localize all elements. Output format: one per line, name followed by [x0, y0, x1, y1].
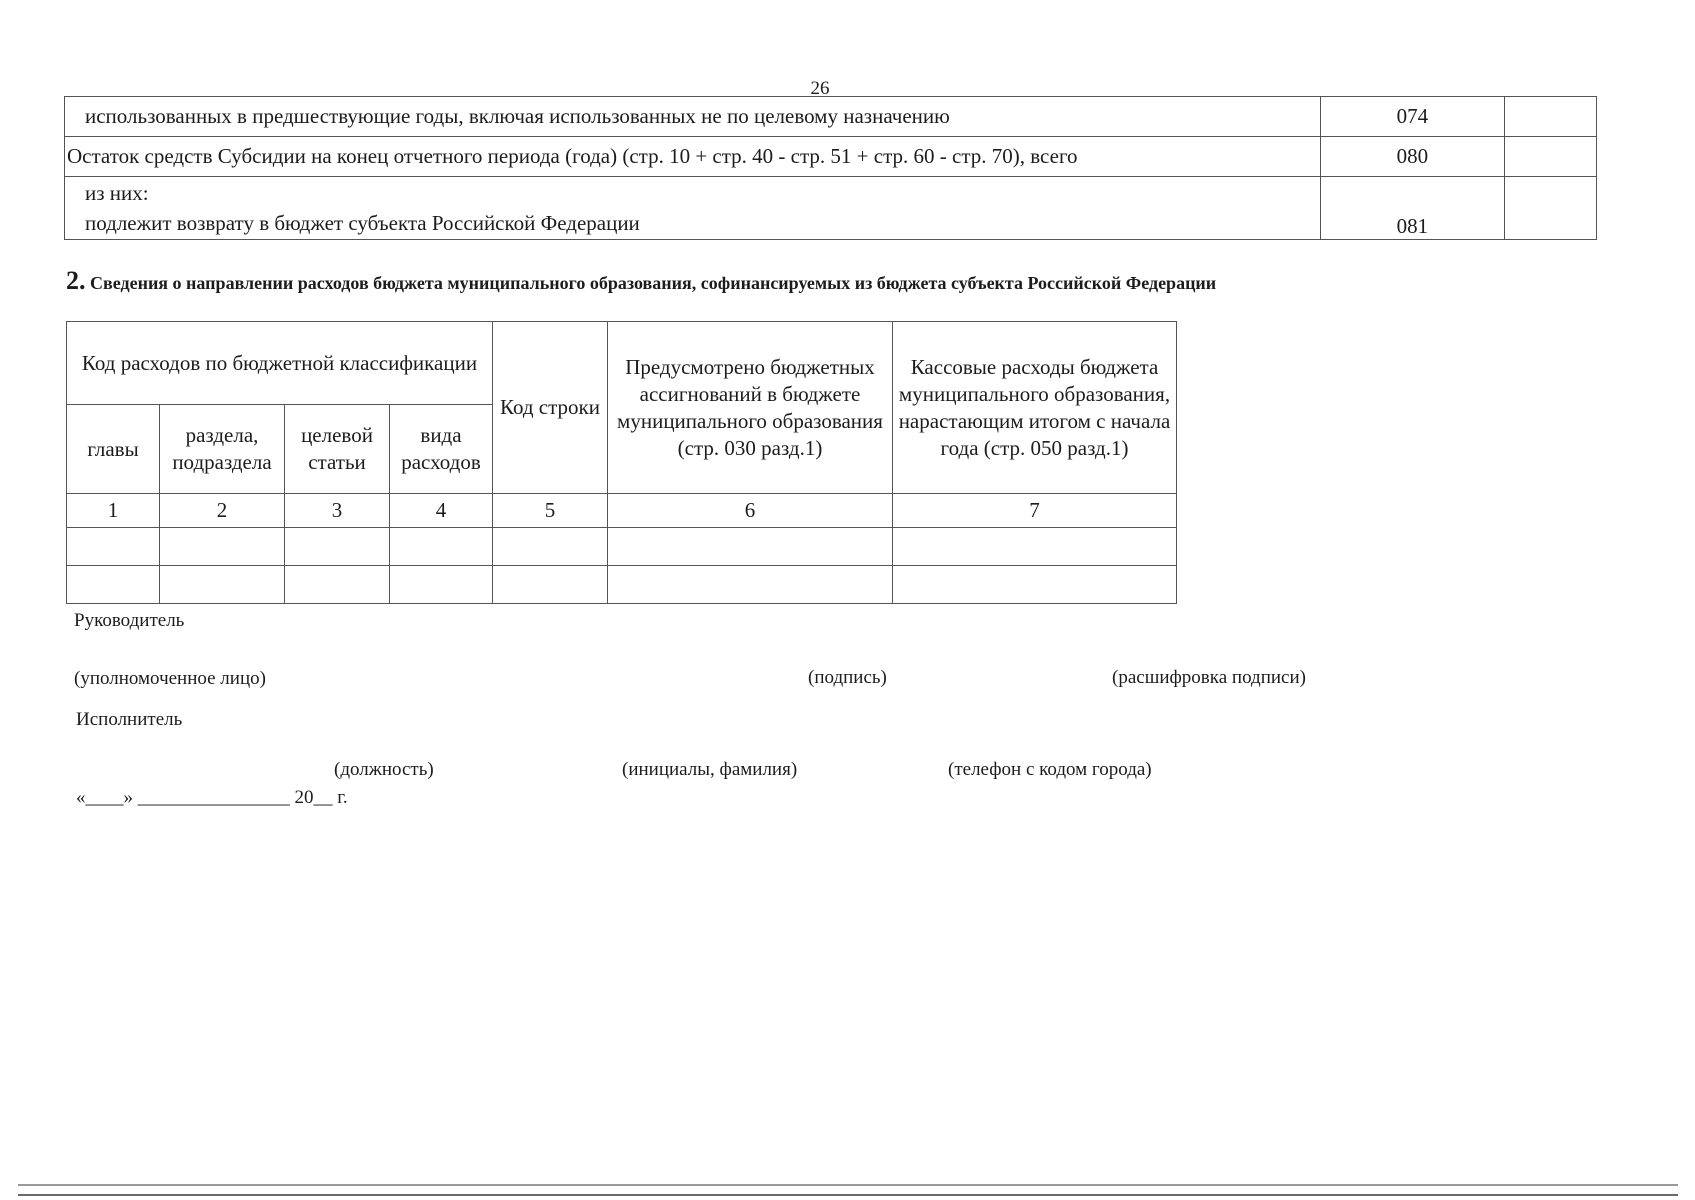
column-number: 1	[67, 494, 160, 528]
header-planned: Предусмотрено бюджетных ассигнований в бюджете муниципального образования (стр. 030 разд.1)	[608, 322, 893, 494]
executor-label: Исполнитель	[76, 709, 183, 730]
row-value	[1504, 177, 1596, 240]
head-label: Руководитель	[74, 610, 185, 631]
phone-caption: (телефон с кодом города)	[948, 759, 1152, 780]
signature-decoding-caption: (расшифровка подписи)	[1112, 667, 1306, 688]
signature-caption: (подпись)	[808, 667, 887, 688]
section-title	[66, 266, 1216, 296]
header-chapter: главы	[67, 405, 160, 494]
column-number: 5	[493, 494, 608, 528]
section-number: 2.	[66, 266, 86, 295]
table-cell	[160, 566, 285, 604]
row-description	[65, 177, 1321, 240]
table-cell	[390, 566, 493, 604]
column-number: 4	[390, 494, 493, 528]
row-description-line1: из них:	[85, 181, 149, 205]
row-description-line2: подлежит возврату в бюджет субъекта Российской Федерации	[85, 211, 640, 235]
header-row	[67, 322, 1177, 405]
header-cash-expenses: Кассовые расходы бюджета муниципального образования, нарастающим итогом с начала года (стр. 050 разд.1)	[893, 322, 1177, 494]
row-code: 074	[1320, 97, 1504, 137]
row-value	[1504, 137, 1596, 177]
row-description: Остаток средств Субсидии на конец отчетного периода (года) (стр. 10 + стр. 40 - стр. 51 + стр. 60 - стр. 70), всего	[65, 137, 1321, 177]
table-cell	[285, 528, 390, 566]
table-cell	[390, 528, 493, 566]
table-cell	[285, 566, 390, 604]
table-row	[67, 528, 1177, 566]
row-description: использованных в предшествующие годы, включая использованных не по целевому назначению	[65, 97, 1321, 137]
expenses-table	[66, 321, 1177, 604]
table-cell	[67, 566, 160, 604]
row-value	[1504, 97, 1596, 137]
initials-caption: (инициалы, фамилия)	[622, 759, 798, 780]
header-expense-type: вида расходов	[390, 405, 493, 494]
authorized-person-caption: (уполномоченное лицо)	[74, 668, 266, 689]
row-code: 081	[1320, 177, 1504, 240]
table-row	[65, 97, 1597, 137]
position-caption: (должность)	[334, 759, 434, 780]
table-cell	[893, 528, 1177, 566]
column-number: 3	[285, 494, 390, 528]
table-cell	[493, 528, 608, 566]
page-number: 26	[810, 78, 830, 99]
table-row	[67, 566, 1177, 604]
table-cell	[893, 566, 1177, 604]
scan-border-line	[18, 1194, 1678, 1196]
column-number: 2	[160, 494, 285, 528]
column-number: 7	[893, 494, 1177, 528]
table-cell	[493, 566, 608, 604]
top-continuation-table	[64, 96, 1597, 240]
header-target-item: целевой статьи	[285, 405, 390, 494]
header-budget-classification: Код расходов по бюджетной классификации	[67, 322, 493, 405]
header-section: раздела, подраздела	[160, 405, 285, 494]
column-number: 6	[608, 494, 893, 528]
column-number-row	[67, 494, 1177, 528]
table-cell	[67, 528, 160, 566]
table-cell	[608, 528, 893, 566]
header-line-code: Код строки	[493, 322, 608, 494]
table-cell	[608, 566, 893, 604]
date-line: «____» ________________ 20__ г.	[76, 787, 348, 808]
table-row	[65, 137, 1597, 177]
scan-border-line	[18, 1184, 1678, 1186]
table-row	[65, 177, 1597, 240]
table-cell	[160, 528, 285, 566]
section-title-text: Сведения о направлении расходов бюджета муниципального образования, софинансируемых из бюджета субъекта Российской Федерации	[90, 273, 1217, 293]
row-code: 080	[1320, 137, 1504, 177]
